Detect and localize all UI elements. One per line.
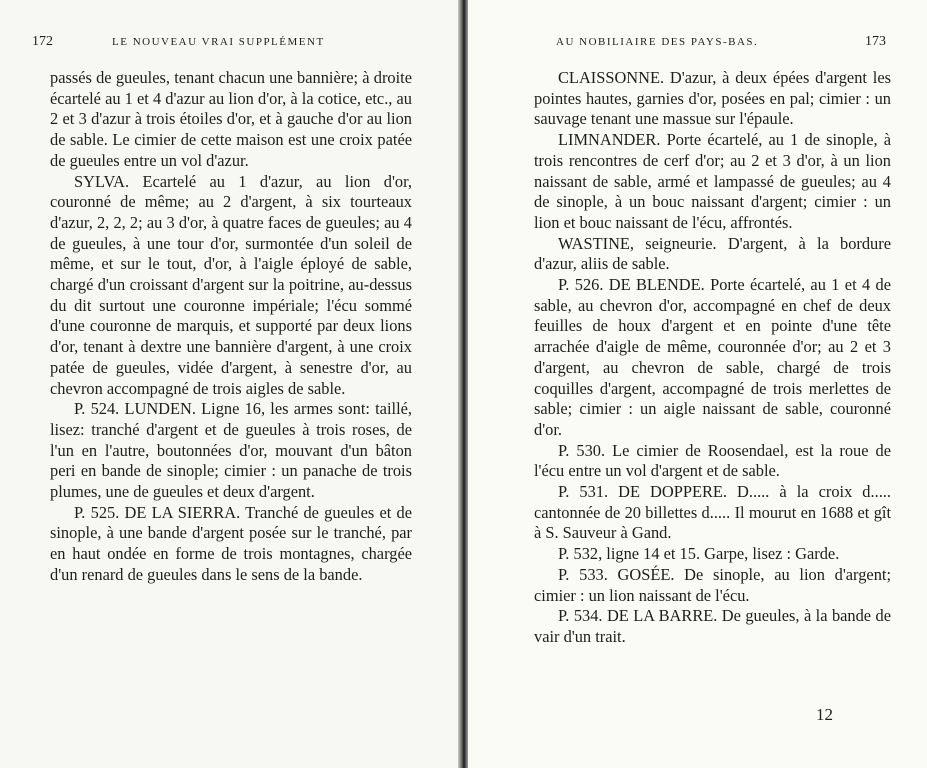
left-paragraph-lunden: P. 524. LUNDEN. Ligne 16, les armes sont: taillé, lisez: tranché d'argent et de gueules à trois roses, de l'un en l'autre, boutonnées d'or, mouvant d'un bâton peri en bande de sinople; cimier : un panache de trois plumes, une de gueules et deux d'argent.: [50, 399, 412, 502]
signature-mark: 12: [816, 705, 833, 724]
left-page-body: [50, 68, 412, 586]
left-running-head: LE NOUVEAU VRAI SUPPLÉMENT: [112, 36, 325, 48]
right-paragraph-de-blende: P. 526. DE BLENDE. Porte écartelé, au 1 et 4 de sable, au chevron d'or, accompagné en chef de deux feuilles de houx d'argent et en pointe d'une tête arrachée d'aigle de même, couronnée d'or; au 2 et 3 d'argent, au chevron de sable, chargé de trois coquilles d'argent, accompagné de trois merlettes de sable; cimier : un aigle naissant de sable, couronné d'or.: [534, 275, 891, 439]
right-paragraph-gosee: P. 533. GOSÉE. De sinople, au lion d'argent; cimier : un lion naissant de l'écu.: [534, 564, 891, 605]
right-paragraph-wastine: WASTINE, seigneurie. D'argent, à la bordure d'azur, aliis de sable.: [534, 233, 891, 274]
right-paragraph-de-doppere: P. 531. DE DOPPERE. D..... à la croix d..... cantonnée de 20 billettes d..... Il mourut en 1688 et gît à S. Sauveur à Gand.: [534, 482, 891, 543]
right-page: [468, 0, 927, 768]
left-page-header: [32, 34, 402, 54]
right-paragraph-de-la-barre: P. 534. DE LA BARRE. De gueules, à la bande de vair d'un trait.: [534, 606, 891, 646]
left-page: [0, 0, 460, 768]
right-paragraph-limnander: LIMNANDER. Porte écartelé, au 1 de sinople, à trois rencontres de cerf d'or; au 2 et 3 d'or, à un lion naissant de sable, armé et lampassé de gueules; au 4 de sinople, à un bouc naissant d'argent; cimier : un lion et bouc naissant de l'écu, affrontés.: [534, 130, 891, 232]
left-paragraph-de-la-sierra: P. 525. DE LA SIERRA. Tranché de gueules et de sinople, à une bande d'argent posée sur le tranché, par en haut ondée en forme de trois montagnes, chargée d'un renard de gueules dans le sens de la bande.: [50, 502, 412, 584]
right-page-number: 173: [865, 34, 886, 49]
right-paragraph-roosendael: P. 530. Le cimier de Roosendael, est la roue de l'écu entre un vol d'argent et de sable.: [534, 440, 891, 481]
right-page-header: [526, 34, 886, 54]
right-paragraph-garpe: P. 532, ligne 14 et 15. Garpe, lisez : Garde.: [558, 544, 840, 564]
right-page-body: [534, 68, 891, 648]
left-paragraph-1: passés de gueules, tenant chacun une bannière; à droite écartelé au 1 et 4 d'azur au lion d'or, à la cotice, etc., au 2 et 3 d'azur à trois étoiles d'or, et à gauche d'or au lion de sable. Le cimier de cette maison est une croix patée de gueules entre un vol d'azur.: [50, 68, 412, 170]
right-running-head: AU NOBILIAIRE DES PAYS-BAS.: [556, 36, 759, 48]
right-paragraph-claissonne: CLAISSONNE. D'azur, à deux épées d'argent les pointes hautes, garnies d'or, posées en pal; cimier : un sauvage tenant une massue sur l'épaule.: [534, 68, 891, 129]
left-paragraph-sylva: SYLVA. Ecartelé au 1 d'azur, au lion d'or, couronné de même; au 2 d'argent, à six tourteaux d'azur, 2, 2, 2; au 3 d'or, à quatre faces de gueules; au 4 de gueules, à une tour d'or, surmontée d'un soleil de même, et sur le tout, d'or, à l'aigle éployé de sable, chargé d'un croissant d'argent sur la poitrine, au-dessus du dit surtout une couronne impériale; l'écu sommé d'une couronne de marquis, et supporté par deux lions d'or, tenant à dextre une bannière d'argent, à une croix patée de gueules, vidée d'argent, à senestre d'or, au chevron accompagné de trois aigles de sable.: [50, 171, 412, 398]
left-page-number: 172: [32, 34, 53, 49]
